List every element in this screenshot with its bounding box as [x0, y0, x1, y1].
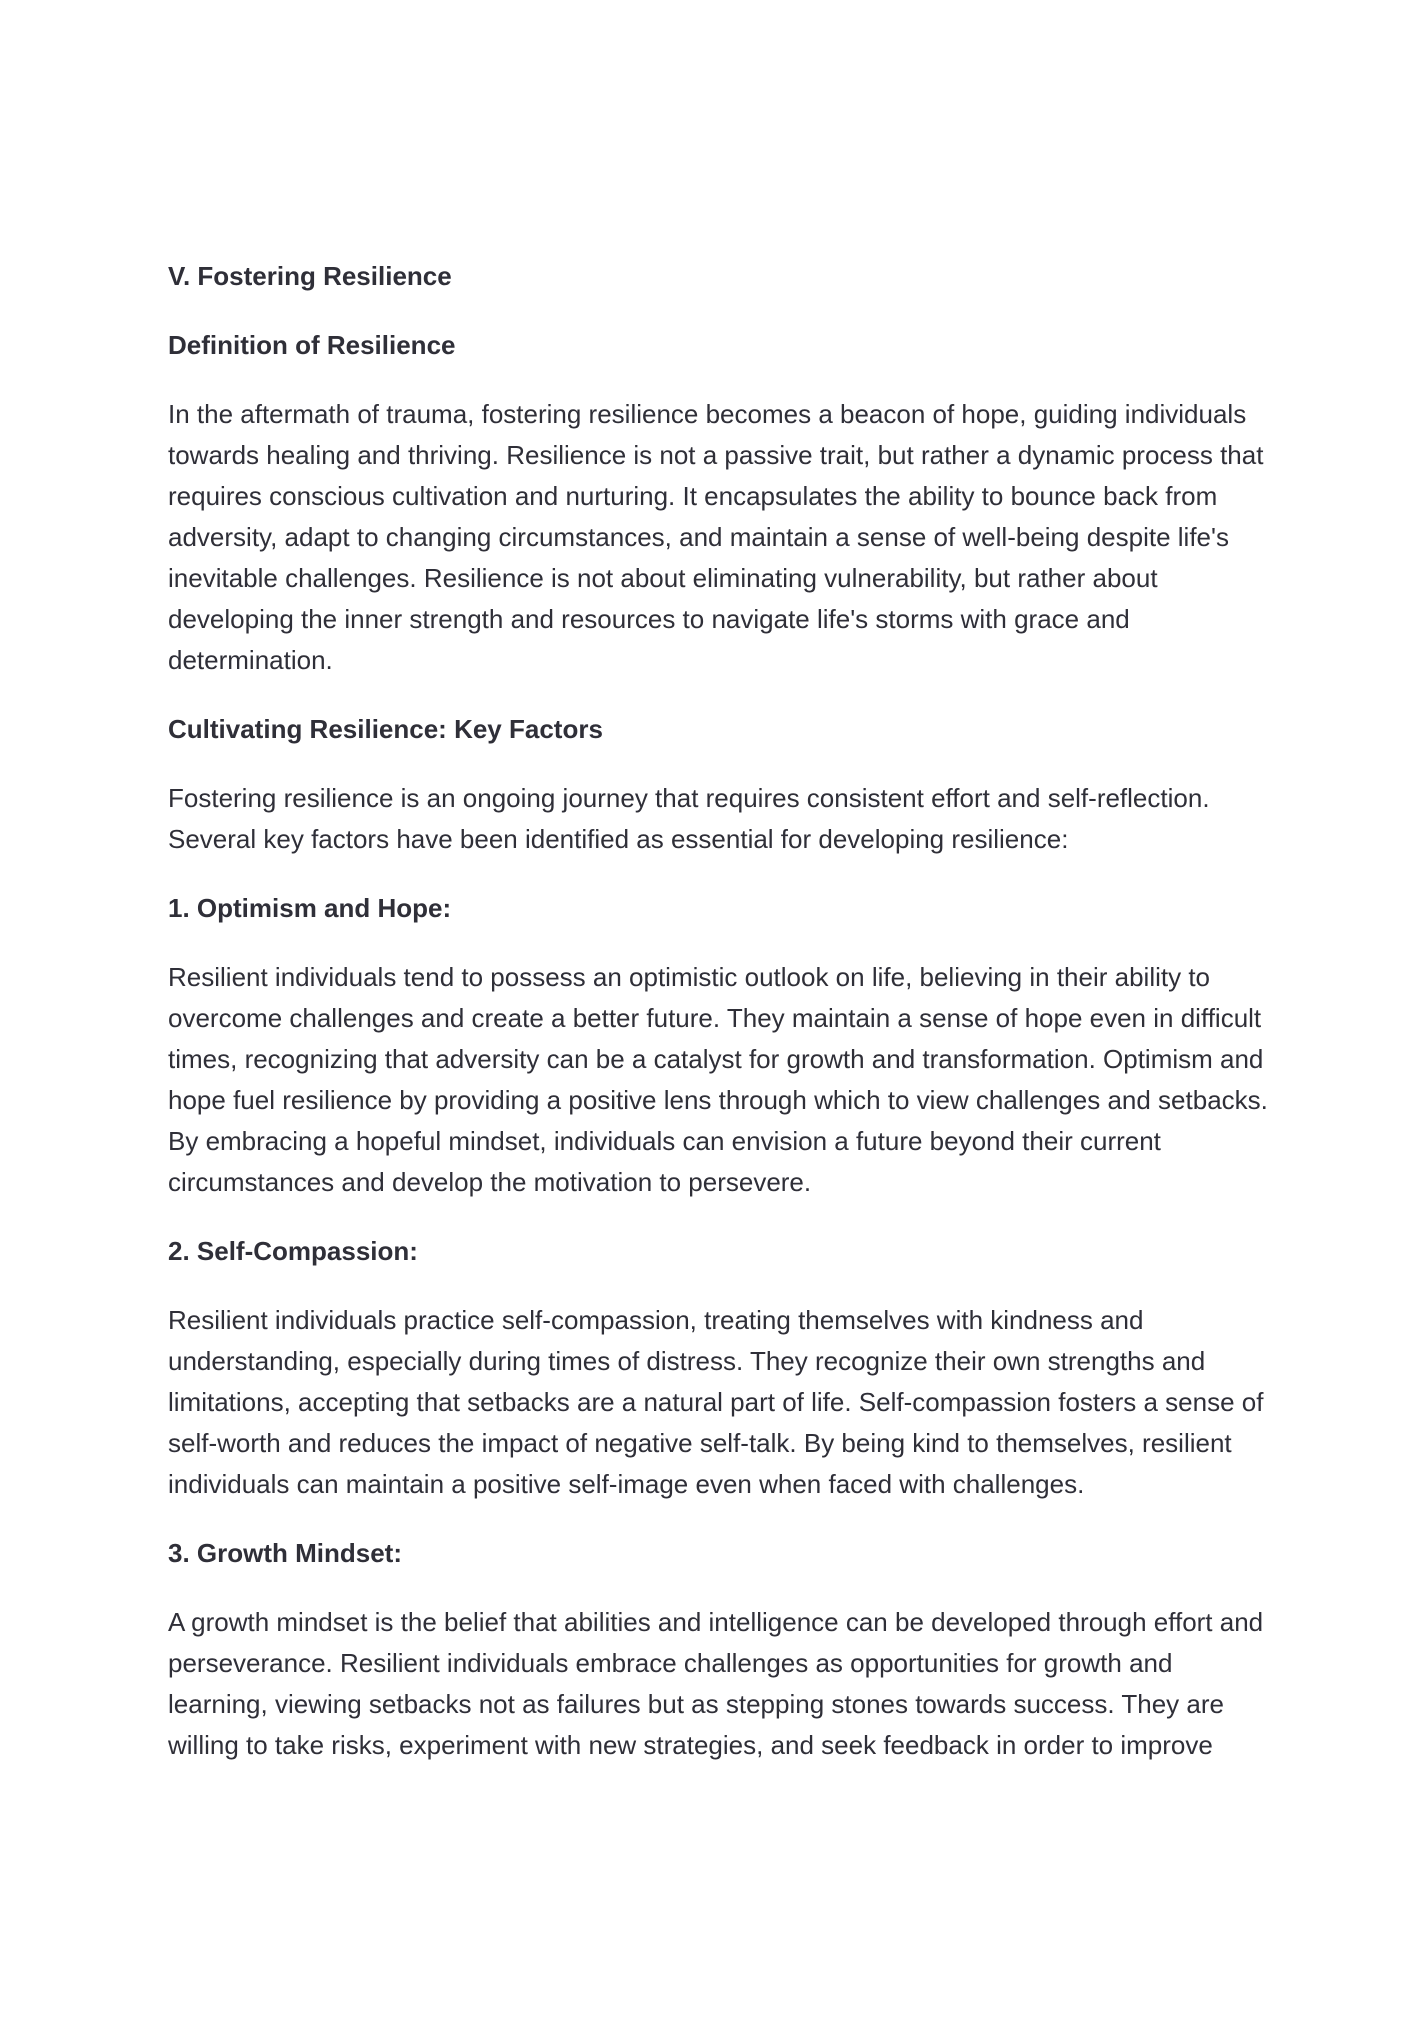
section-title: V. Fostering Resilience	[168, 261, 452, 291]
factor-heading-growth-mindset: 3. Growth Mindset:	[168, 1538, 402, 1568]
factor-paragraph-growth-mindset: A growth mindset is the belief that abilities and intelligence can be developed through effort and perseverance. Resilient individuals embrace challenges as opportunities for growth and learning, viewing setbacks not as failures but as stepping stones towards success. They are willing to take risks, experiment with new strategies, and seek feedback in order to improve	[168, 1607, 1264, 1760]
factor-paragraph-self-compassion: Resilient individuals practice self-compassion, treating themselves with kindness and understanding, especially during times of distress. They recognize their own strengths and limitations, accepting that setbacks are a natural part of life. Self-compassion fosters a sense of self-worth and reduces the impact of negative self-talk. By being kind to themselves, resilient individuals can maintain a positive self-image even when faced with challenges.	[168, 1305, 1264, 1499]
definition-heading: Definition of Resilience	[168, 330, 456, 360]
definition-paragraph: In the aftermath of trauma, fostering resilience becomes a beacon of hope, guiding individuals towards healing and thriving. Resilience is not a passive trait, but rather a dynamic process that requires conscious cultivation and nurturing. It encapsulates the ability to bounce back from adversity, adapt to changing circumstances, and maintain a sense of well-being despite life's inevitable challenges. Resilience is not about eliminating vulnerability, but rather about developing the inner strength and resources to navigate life's storms with grace and determination.	[168, 399, 1264, 675]
factor-heading-self-compassion: 2. Self-Compassion:	[168, 1236, 418, 1266]
factor-paragraph-optimism: Resilient individuals tend to possess an optimistic outlook on life, believing in their ability to overcome challenges and create a better future. They maintain a sense of hope even in difficult times, recognizing that adversity can be a catalyst for growth and transformation. Optimism and hope fuel resilience by providing a positive lens through which to view challenges and setbacks. By embracing a hopeful mindset, individuals can envision a future beyond their current circumstances and develop the motivation to persevere.	[168, 962, 1268, 1197]
factor-heading-optimism: 1. Optimism and Hope:	[168, 893, 452, 923]
factors-heading: Cultivating Resilience: Key Factors	[168, 714, 603, 744]
factors-intro-paragraph: Fostering resilience is an ongoing journey that requires consistent effort and self-reflection. Several key factors have been identified as essential for developing resilience:	[168, 783, 1210, 854]
document-body	[168, 256, 1272, 1766]
